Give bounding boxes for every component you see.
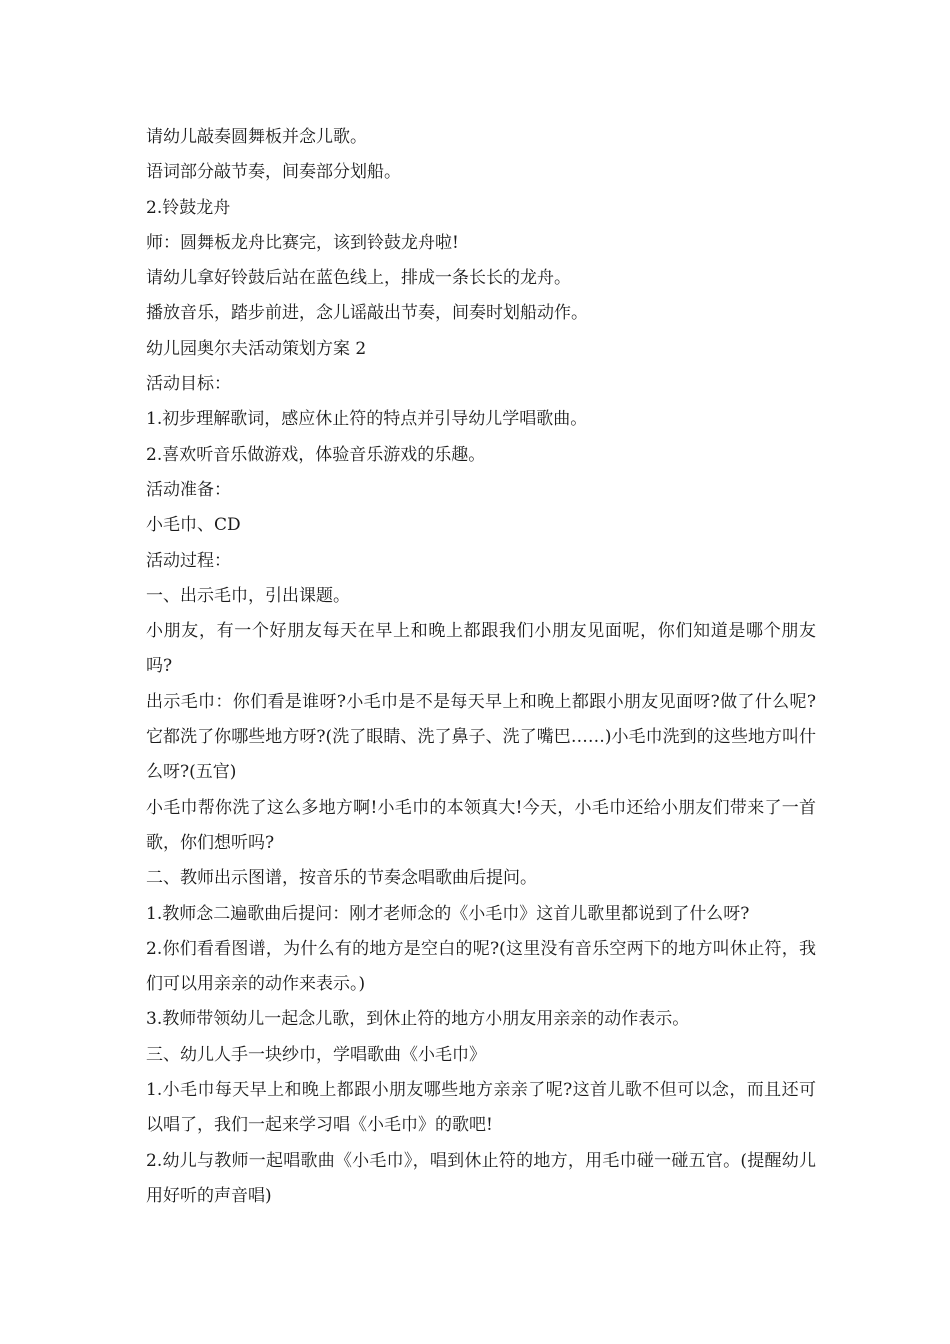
paragraph: 1.初步理解歌词，感应休止符的特点并引导幼儿学唱歌曲。 [146,409,588,430]
paragraph: 3.教师带领幼儿一起念儿歌，到休止符的地方小朋友用亲亲的动作表示。 [146,1009,690,1030]
section-heading: 2.铃鼓龙舟 [146,197,231,218]
paragraph: 小毛巾、CD [146,515,241,536]
paragraph: 请幼儿拿好铃鼓后站在蓝色线上，排成一条长长的龙舟。 [146,268,571,289]
section-heading: 活动过程： [146,550,231,571]
paragraph: 请幼儿敲奏圆舞板并念儿歌。 [146,127,367,147]
section-heading: 活动准备： [146,479,231,500]
paragraph: 1.小毛巾每天早上和晚上都跟小朋友哪些地方亲亲了呢?这首儿歌不但可以念，而且还可以唱了，我们一起来学习唱《小毛巾》的歌吧! [146,1080,816,1136]
paragraph: 师：圆舞板龙舟比赛完，该到铃鼓龙舟啦! [146,232,459,253]
paragraph: 语词部分敲节奏，间奏部分划船。 [146,162,401,183]
document-title: 幼儿园奥尔夫活动策划方案 2 [146,338,367,359]
section-heading: 三、幼儿人手一块纱巾，学唱歌曲《小毛巾》 [146,1044,486,1065]
paragraph: 1.教师念二遍歌曲后提问：刚才老师念的《小毛巾》这首儿歌里都说到了什么呀? [146,903,750,924]
paragraph: 2.你们看看图谱，为什么有的地方是空白的呢?(这里没有音乐空两下的地方叫休止符，我们可以用亲亲的动作来表示。) [146,938,816,995]
section-heading: 二、教师出示图谱，按音乐的节奏念唱歌曲后提问。 [146,868,537,889]
section-heading: 一、出示毛巾，引出课题。 [146,585,350,606]
paragraph: 2.喜欢听音乐做游戏，体验音乐游戏的乐趣。 [146,444,486,465]
paragraph: 小朋友，有一个好朋友每天在早上和晚上都跟我们小朋友见面呢，你们知道是哪个朋友吗? [146,621,816,677]
paragraph: 小毛巾帮你洗了这么多地方啊!小毛巾的本领真大!今天，小毛巾还给小朋友们带来了一首歌，你们想听吗? [146,797,816,853]
document-body [146,120,816,1214]
paragraph: 出示毛巾：你们看是谁呀?小毛巾是不是每天早上和晚上都跟小朋友见面呀?做了什么呢?它都洗了你哪些地方呀?(洗了眼睛、洗了鼻子、洗了嘴巴……)小毛巾洗到的这些地方叫什么呀?(五官) [146,691,816,783]
paragraph: 2.幼儿与教师一起唱歌曲《小毛巾》，唱到休止符的地方，用毛巾碰一碰五官。(提醒幼儿用好听的声音唱) [146,1150,816,1206]
section-heading: 活动目标： [146,374,231,395]
paragraph: 播放音乐，踏步前进，念儿谣敲出节奏，间奏时划船动作。 [146,303,588,324]
